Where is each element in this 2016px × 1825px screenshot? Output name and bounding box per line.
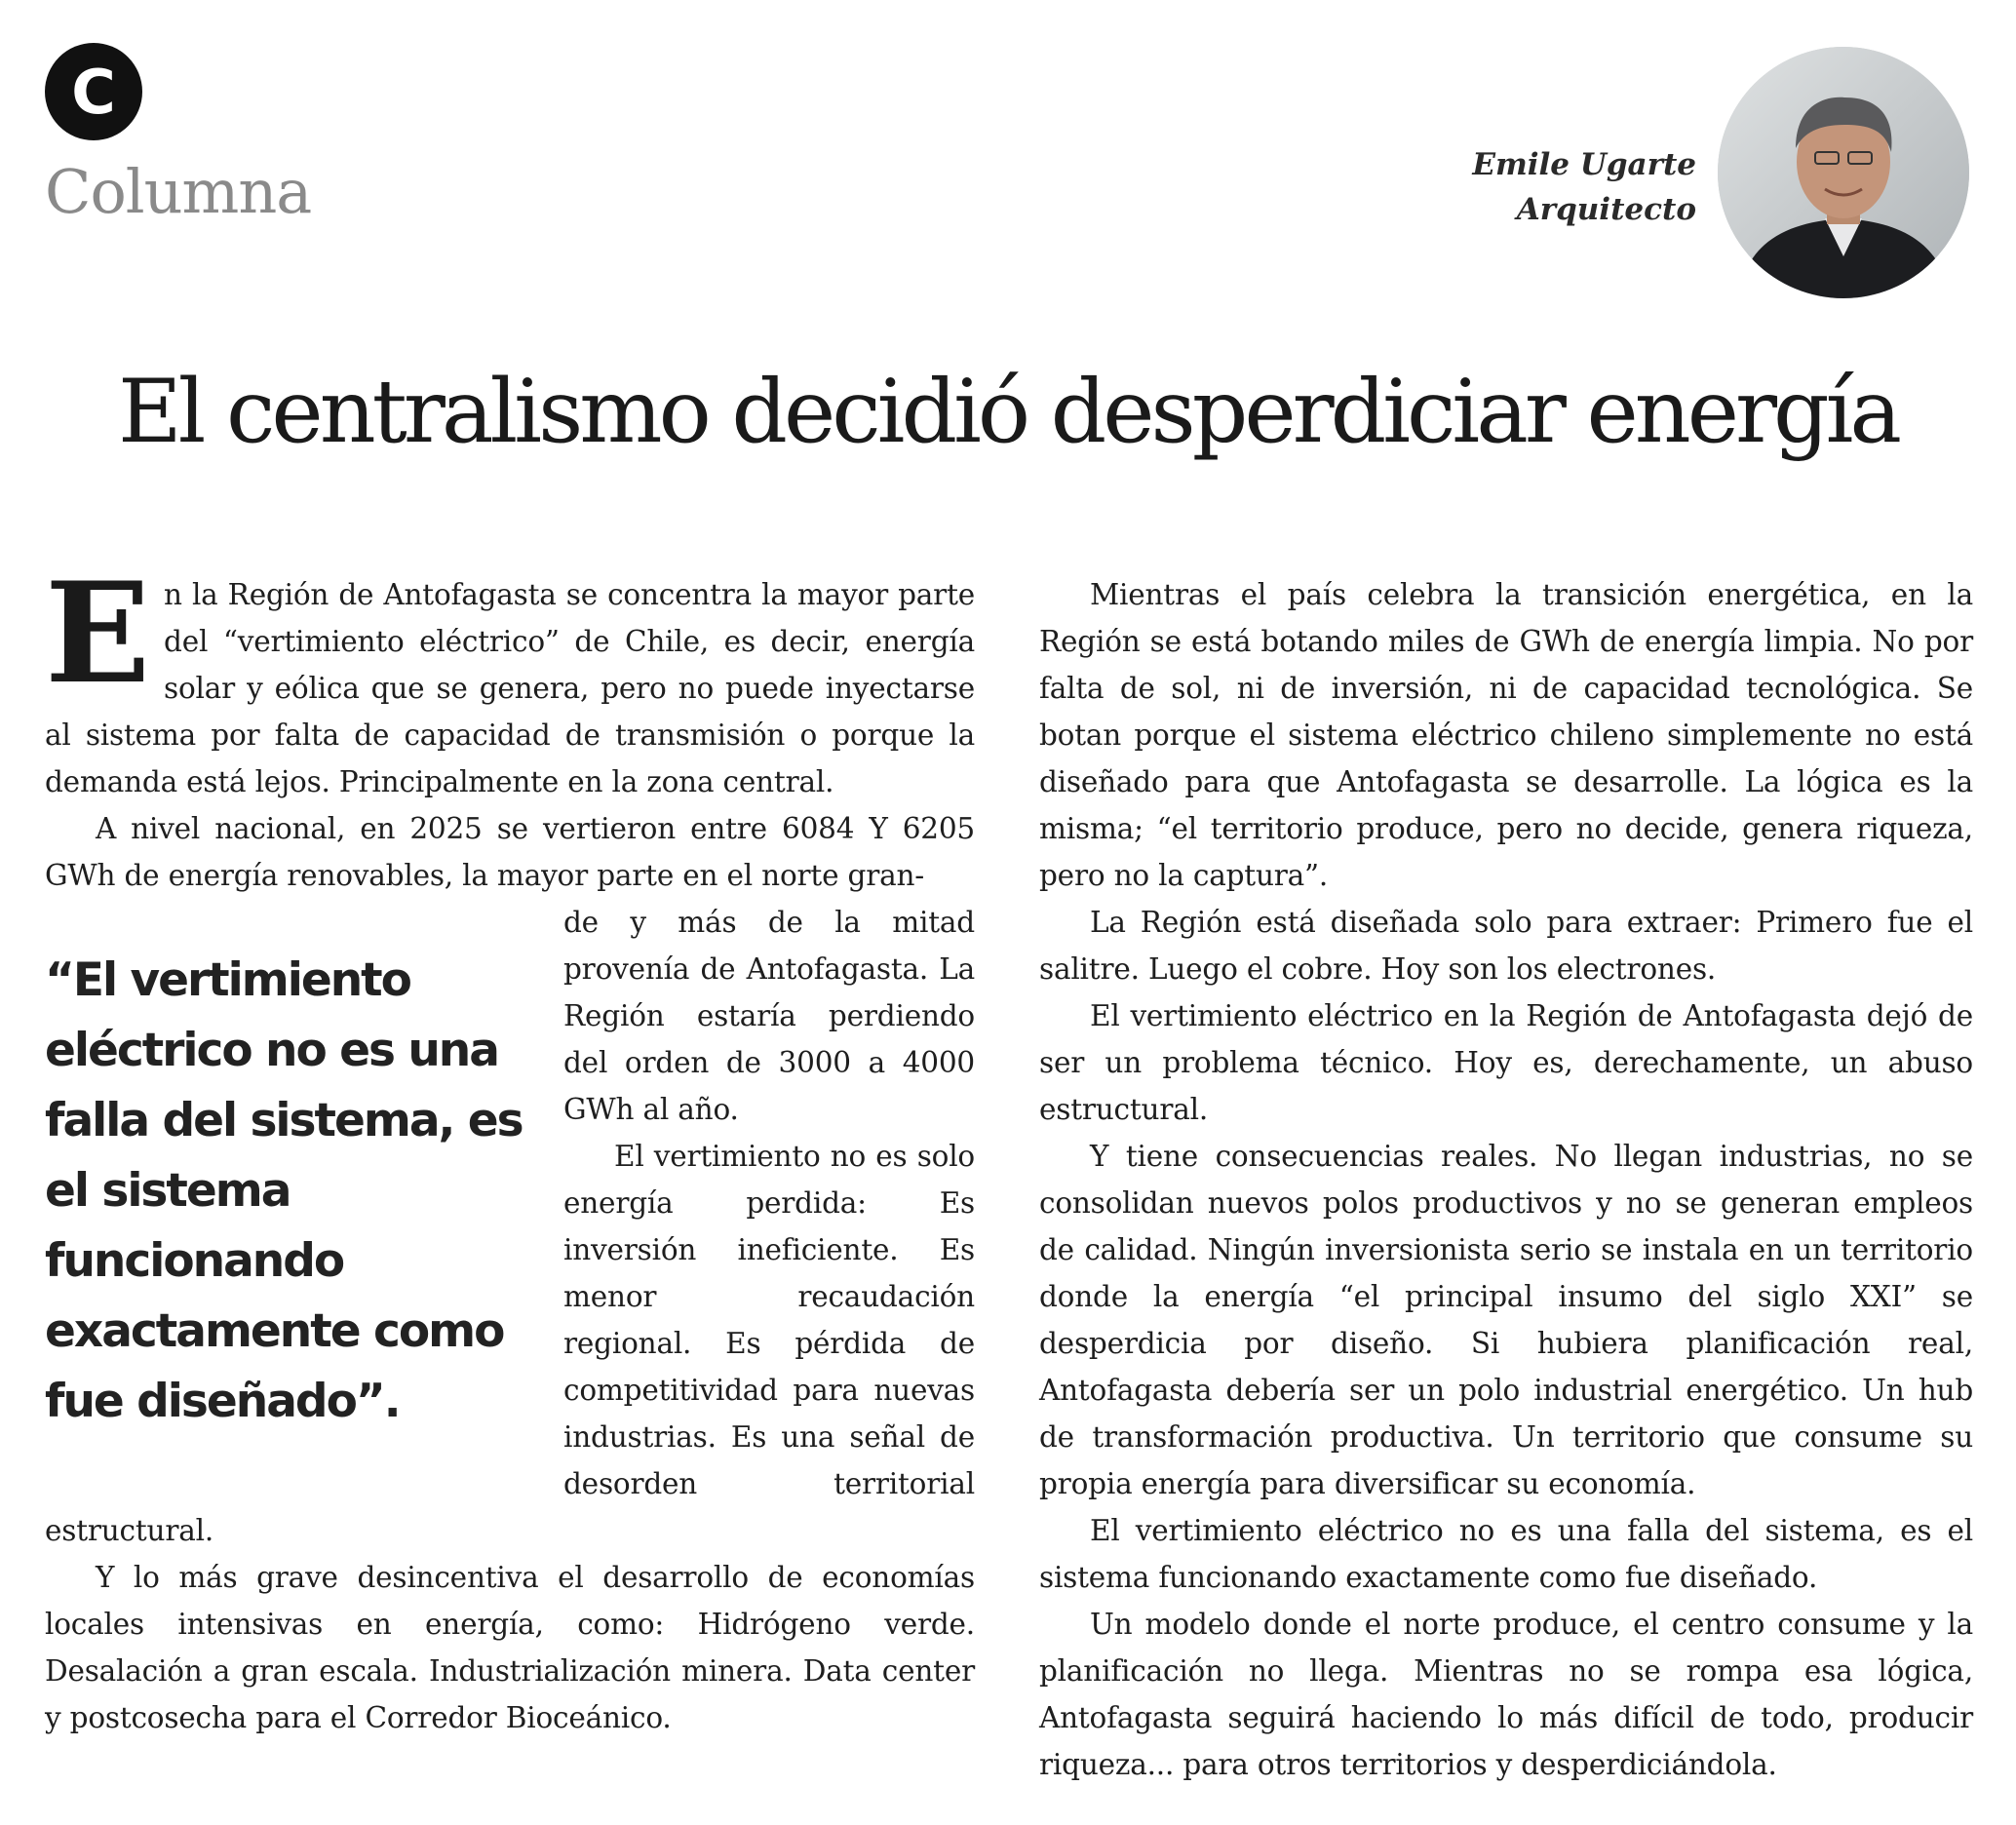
paragraph: En la Región de Antofagasta se concentra la mayor parte del “vertimiento eléctrico” de Chile, es decir, energía solar y eólica que se genera, pero no puede inyectarse al sistema por falta de capacidad de transmisión o porque la demanda está lejos. Principalmente en la zona central.: [45, 553, 975, 798]
left-column: [45, 553, 975, 1741]
paragraph: de y más de la mitad provenía de Antofagasta. La Región estaría perdiendo del orden de 3000 a 4000 GWh al año.: [563, 906, 975, 1126]
paragraph: Un modelo donde el norte produce, el centro consume y la planificación no llega. Mientras no se rompa esa lógica, Antofagasta seguirá haciendo lo más difícil de todo, producir riqueza... para otros territorios y desperdiciándola.: [1039, 1608, 1973, 1781]
author-photo: [1718, 47, 1969, 298]
paragraph: La Región está diseñada solo para extraer: Primero fue el salitre. Luego el cobre. Hoy son los electrones.: [1039, 906, 1973, 986]
paragraph: Mientras el país celebra la transición energética, en la Región se está botando miles de GWh de energía limpia. No por falta de sol, ni de inversión, ni de capacidad tecnológica. Se botan porque el sistema eléctrico chileno simplemente no está diseñado para que Antofagasta se desarrolle. La lógica es la misma; “el territorio produce, pero no decide, genera riqueza, pero no la captura”.: [1039, 578, 1973, 892]
paragraph: Y tiene consecuencias reales. No llegan industrias, no se consolidan nuevos polos productivos y no se generan empleos de calidad. Ningún inversionista serio se instala en un territorio donde la energía “el principal insumo del siglo XXI” se desperdicia por diseño. Si hubiera planificación real, Antofagasta debería ser un polo industrial energético. Un hub de transformación productiva. Un territorio que consume su propia energía para diversificar su economía.: [1039, 1140, 1973, 1500]
paragraph: El vertimiento eléctrico en la Región de Antofagasta dejó de ser un problema técnico. Hoy es, derechamente, un abuso estructural.: [1039, 999, 1973, 1126]
paragraph: A nivel nacional, en 2025 se vertieron entre 6084 Y 6205 GWh de energía renovables, la mayor parte en el norte gran-: [45, 812, 975, 892]
author-name: Emile Ugarte: [1472, 147, 1696, 182]
paragraph: Y lo más grave desincentiva el desarrollo de economías locales intensivas en energía, como: Hidrógeno verde. Desalación a gran escala. Industrialización minera. Data center y postcosecha para el Corredor Bioceánico.: [45, 1561, 975, 1734]
drop-cap: E: [45, 553, 151, 715]
byline: [1472, 142, 1696, 232]
pull-quote: “El vertimiento eléctrico no es una falla del sistema, es el sistema funcionando exactamente como fue diseñado”.: [45, 953, 523, 1428]
right-column: [1039, 571, 1973, 1788]
paragraph: El vertimiento eléctrico no es una falla del sistema, es el sistema funcionando exactamente como fue diseñado.: [1039, 1514, 1973, 1594]
column-badge: C: [45, 43, 142, 140]
paragraph: El vertimiento no es solo energía perdida: Es inversión ineficiente. Es menor recaudación regional. Es pérdida de competitividad para nuevas industrias. Es una señal de desorden territorial estructural.: [45, 1140, 975, 1547]
author-role: Arquitecto: [1516, 192, 1696, 227]
section-label: Columna: [45, 156, 312, 227]
headline: El centralismo decidió desperdiciar energía: [117, 361, 1899, 463]
